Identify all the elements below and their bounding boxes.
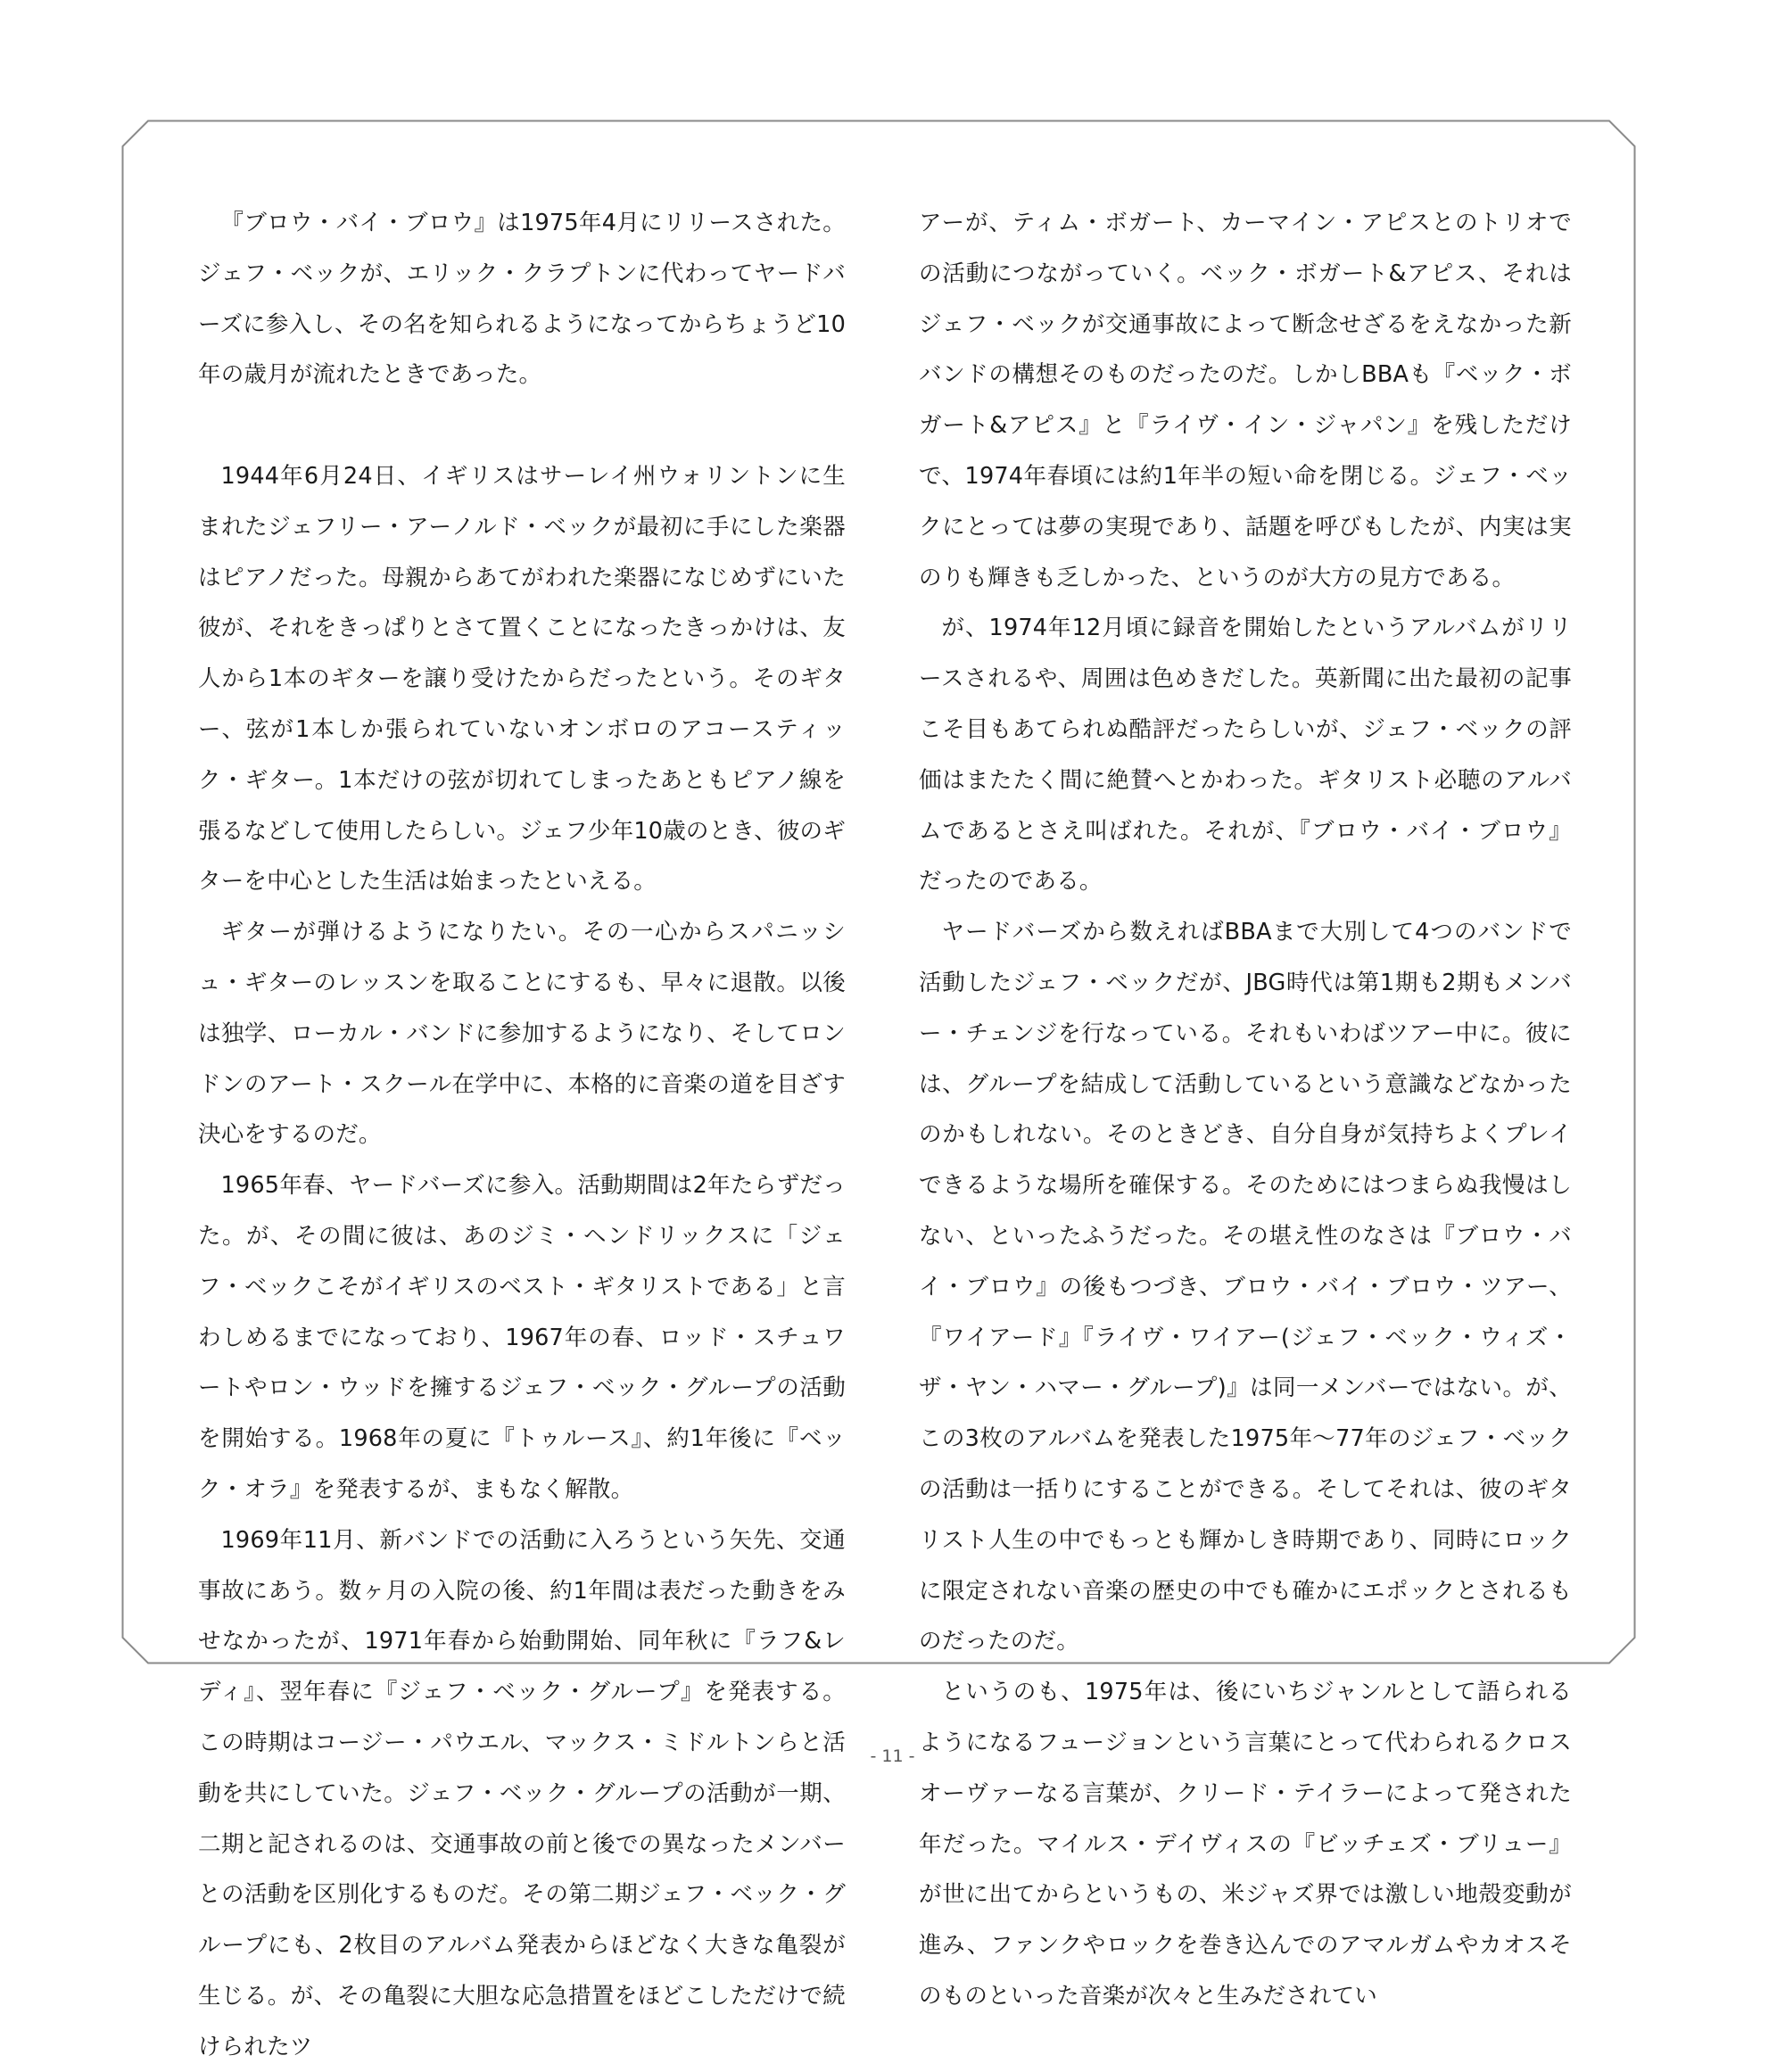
paragraph-early-life: 1944年6月24日、イギリスはサーレイ州ウォリントンに生まれたジェフリー・アーノルド・ベックが最初に手にした楽器はピアノだった。母親からあてがわれた楽器になじめずにいた彼が、それをきっぱりとさて置くことになったきっかけは、友人から1本のギターを譲り受けたからだったという。そのギター、弦が1本しか張られていないオンボロのアコースティック・ギター。1本だけの弦が切れてしまったあともピアノ線を張るなどして使用したらしい。ジェフ少年10歳のとき、彼のギターを中心とした生活は始まったといえる。 — [198, 462, 846, 896]
paragraph-bba-continuation: アーが、ティム・ボガート、カーマイン・アピスとのトリオでの活動につながっていく。ベック・ボガート&アピス、それはジェフ・ベックが交通事故によって断念せざるをえなかった新バンドの構想そのものだったのだ。しかしBBAも『ベック・ボガート&アピス』と『ライヴ・イン・ジャパン』を残しただけで、1974年春頃には約1年半の短い命を閉じる。ジェフ・ベックにとっては夢の実現であり、話題を呼びもしたが、内実は実のりも輝きも乏しかった、というのが大方の見方である。 — [919, 210, 1572, 591]
paragraph-blow-by-blow-release: が、1974年12月頃に録音を開始したというアルバムがリリースされるや、周囲は色めきだした。英新聞に出た最初の記事こそ目もあてられぬ酷評だったらしいが、ジェフ・ベックの評価はまたたく間に絶賛へとかわった。ギタリスト必聴のアルバムであるとさえ叫ばれた。それが、『ブロウ・バイ・ブロウ』だったのである。 — [919, 615, 1572, 896]
paragraph-fusion-context: というのも、1975年は、後にいちジャンルとして語られるようになるフュージョンという言葉にとって代わられるクロスオーヴァーなる言葉が、クリード・テイラーによって発された年だった。マイルス・デイヴィスの『ビッチェズ・ブリュー』が世に出てからというもの、米ジャズ界では激しい地殻変動が進み、ファンクやロックを巻き込んでのアマルガムやカオスそのものといった音楽が次々と生みだされてい — [919, 1679, 1572, 2010]
paragraph-accident: 1969年11月、新バンドでの活動に入ろうという矢先、交通事故にあう。数ヶ月の入院の後、約1年間は表だった動きをみせなかったが、1971年春から始動開始、同年秋に『ラフ&レディ』、翌年春に『ジェフ・ベック・グループ』を発表する。この時期はコージー・パウエル、マックス・ミドルトンらと活動を共にしていた。ジェフ・ベック・グループの活動が一期、二期と記されるのは、交通事故の前と後での異なったメンバーとの活動を区別化するものだ。その第二期ジェフ・ベック・グループにも、2枚目のアルバム発表からほどなく大きな亀裂が生じる。が、その亀裂に大胆な応急措置をほどこしただけで続けられたツ — [198, 1526, 846, 2060]
paragraph-band-history: ヤードバーズから数えればBBAまで大別して4つのバンドで活動したジェフ・ベックだが、JBG時代は第1期も2期もメンバー・チェンジを行なっている。それもいわばツアー中に。彼には、グループを結成して活動しているという意識などなかったのかもしれない。そのときどき、自分自身が気持ちよくプレイできるような場所を確保する。そのためにはつまらぬ我慢はしない、といったふうだった。その堪え性のなさは『ブロウ・バイ・ブロウ』の後もつづき、ブロウ・バイ・ブロウ・ツアー、『ワイアード』『ライヴ・ワイアー(ジェフ・ベック・ウィズ・ザ・ヤン・ハマー・グループ)』は同一メンバーではない。が、この3枚のアルバムを発表した1975年〜77年のジェフ・ベックの活動は一括りにすることができる。そしてそれは、彼のギタリスト人生の中でもっとも輝かしき時期であり、同時にロックに限定されない音楽の歴史の中でも確かにエポックとされるものだったのだ。 — [919, 919, 1572, 1655]
paragraph-guitar-lessons: ギターが弾けるようになりたい。その一心からスパニッシュ・ギターのレッスンを取ることにするも、早々に退散。以後は独学、ローカル・バンドに参加するようになり、そしてロンドンのアート・スクール在学中に、本格的に音楽の道を目ざす決心をするのだ。 — [198, 919, 846, 1149]
page-number: - 11 - — [870, 1746, 915, 1766]
paragraph-intro: 『ブロウ・バイ・ブロウ』は1975年4月にリリースされた。ジェフ・ベックが、エリック・クラプトンに代わってヤードバーズに参入し、その名を知られるようになってからちょうど10年の歳月が流れたときであった。 — [198, 210, 846, 389]
paragraph-yardbirds: 1965年春、ヤードバーズに参入。活動期間は2年たらずだった。が、その間に彼は、あのジミ・ヘンドリックスに「ジェフ・ベックこそがイギリスのベスト・ギタリストである」と言わしめるまでになっており、1967年の春、ロッド・スチュワートやロン・ウッドを擁するジェフ・ベック・グループの活動を開始する。1968年の夏に『トゥルース』、約1年後に『ベック・オラ』を発表するが、まもなく解散。 — [198, 1172, 846, 1503]
left-column — [198, 198, 846, 2072]
